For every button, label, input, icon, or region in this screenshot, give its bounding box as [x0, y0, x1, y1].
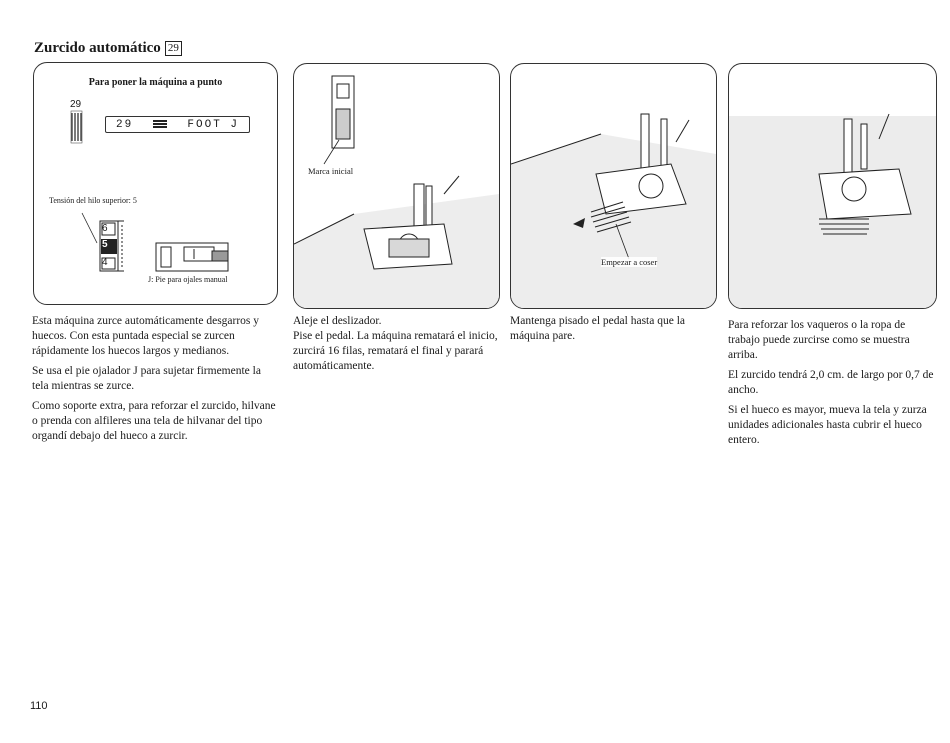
pattern-number: 29	[70, 99, 82, 110]
lcd-foot: FOOT J	[187, 118, 239, 131]
column-step1	[293, 314, 498, 374]
setup-illustration	[34, 63, 277, 304]
step2-illustration	[511, 64, 716, 308]
lcd-pattern: 29	[116, 118, 134, 131]
dial-value-5: 5	[102, 239, 108, 250]
step1-panel	[293, 63, 500, 309]
dial-value-4: 4	[102, 257, 108, 268]
page-number: 110	[30, 700, 48, 712]
pattern-number-box: 29	[165, 41, 182, 56]
stitch-pattern-icon	[71, 111, 82, 143]
paragraph: Esta máquina zurce automáticamente desgarros y huecos. Con esta puntada especial se zurcen rápidamente los huecos largos y medianos.	[32, 315, 260, 357]
paragraph: Aleje el deslizador.	[293, 315, 382, 327]
foot-caption: J: Pie para ojales manual	[148, 275, 228, 284]
section-title	[34, 40, 182, 57]
step3-illustration	[729, 64, 936, 308]
paragraph: Se usa el pie ojalador J para sujetar firmemente la tela mientras se zurce.	[32, 365, 261, 392]
dial-values	[102, 223, 108, 269]
foot-j-icon	[156, 243, 228, 271]
tension-label: Tensión del hilo superior: 5	[49, 196, 137, 205]
paragraph: Pise el pedal. La máquina rematará el inicio, zurcirá 16 filas, rematará el final y parará automáticamente.	[293, 330, 498, 372]
section-title-text: Zurcido automático	[34, 40, 161, 56]
step1-caption: Marca inicial	[308, 166, 354, 176]
stitch-icon	[153, 120, 167, 129]
paragraph: Mantenga pisado el pedal hasta que la máquina pare.	[510, 315, 685, 342]
dial-value-6: 6	[102, 223, 108, 234]
setup-panel	[33, 62, 278, 305]
lcd-display	[105, 116, 250, 133]
step3-panel	[728, 63, 937, 309]
column-intro	[32, 314, 277, 449]
paragraph: Para reforzar los vaqueros o la ropa de trabajo puede zurcirse como se muestra arriba.	[728, 319, 910, 361]
column-step3	[728, 318, 936, 453]
step2-caption: Empezar a coser	[601, 257, 658, 267]
step1-illustration	[294, 64, 499, 308]
setup-heading: Para poner la máquina a punto	[88, 77, 223, 88]
step2-panel	[510, 63, 717, 309]
paragraph: Si el hueco es mayor, mueva la tela y zurza unidades adicionales hasta cubrir el hueco entero.	[728, 404, 927, 446]
paragraph: Como soporte extra, para reforzar el zurcido, hilvane o prenda con alfileres una tela de hilvanar del tipo organdí debajo del hueco a zurcir.	[32, 400, 276, 442]
paragraph: El zurcido tendrá 2,0 cm. de largo por 0,7 de ancho.	[728, 369, 934, 396]
column-step2	[510, 314, 715, 344]
